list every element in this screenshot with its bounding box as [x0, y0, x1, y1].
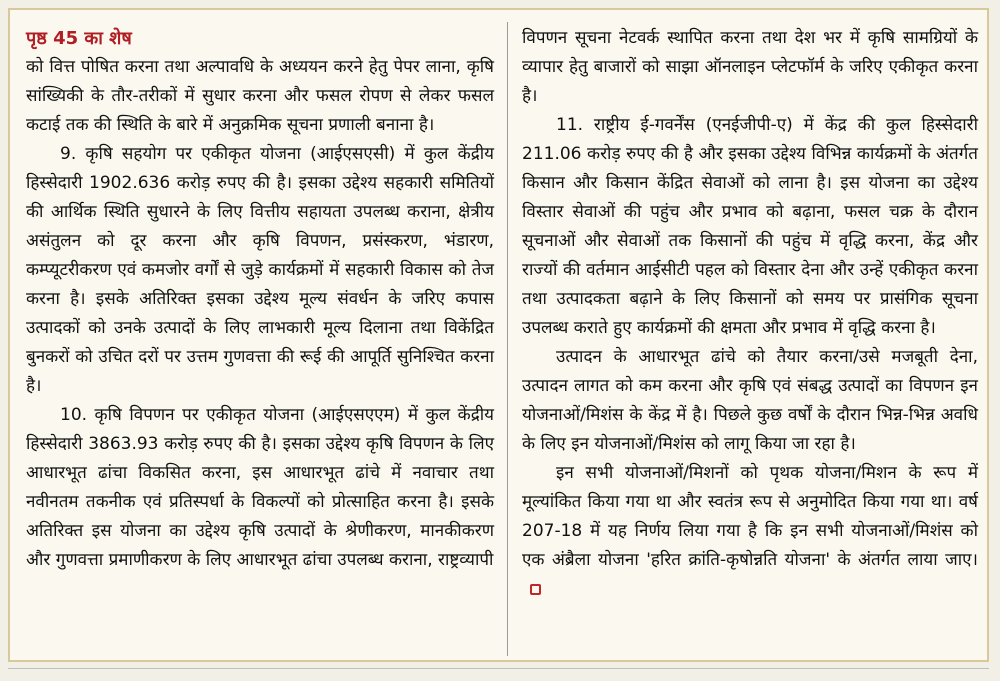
right-column [522, 24, 978, 604]
column-divider [507, 22, 508, 656]
article-box [8, 8, 989, 662]
paragraph-11-negp: 11. राष्ट्रीय ई-गवर्नेंस (एनईजीपी-ए) में केंद्र की कुल हिस्सेदारी 211.06 करोड़ रुपए की है और इसका उद्देश्य विभिन्न कार्यक्रमों के अंतर्गत किसान और किसान केंद्रित सेवाओं को लाना है। इस योजना का उद्देश्य विस्तार सेवाओं की पहुंच और प्रभाव को बढ़ाना, फसल चक्र के दौरान सूचनाओं और सेवाओं तक किसानों की पहुंच में वृद्धि करना, केंद्र और राज्यों की वर्तमान आईसीटी पहल को विस्तार देना और उन्हें एकीकृत करना तथा उत्पादकता बढ़ाने के लिए किसानों को समय पर प्रासंगिक सूचना उपलब्ध कराते हुए कार्यक्रमों की क्षमता और प्रभाव में वृद्धि करना है। [522, 115, 978, 338]
paragraph-continuation-right: विपणन सूचना नेटवर्क स्थापित करना तथा देश भर में कृषि सामग्रियों के व्यापार हेतु बाजारों को साझा ऑनलाइन प्लेटफॉर्म के जरिए एकीकृत करना है। [522, 28, 978, 106]
paragraph-umbrella-wrap [522, 459, 978, 604]
paragraph-production: उत्पादन के आधारभूत ढांचे को तैयार करना/उसे मजबूती देना, उत्पादन लागत को कम करना और कृषि एवं संबद्ध उत्पादों का विपणन इन योजनाओं/मिशंस के केंद्र में है। पिछले कुछ वर्षों के दौरान भिन्न-भिन्न अवधि के लिए इन योजनाओं/मिशंस को लागू किया जा रहा है। [522, 347, 978, 454]
continuation-heading: पृष्ठ 45 का शेष [26, 28, 132, 49]
bottom-rule [8, 668, 989, 669]
paragraph-10-isam: 10. कृषि विपणन पर एकीकृत योजना (आईएसएएम) में कुल केंद्रीय हिस्सेदारी 3863.93 करोड़ रुपए की है। इसका उद्देश्य कृषि विपणन के लिए आधारभूत ढांचा विकसित करना, इस आधारभूत ढांचे में नवाचार तथा नवीनतम तकनीक एवं प्रतिस्पर्धा के विकल्पों को प्रोत्साहित करना है। इसके अतिरिक्त इस योजना का उद्देश्य कृषि उत्पादों के श्रेणीकरण, मानकीकरण और गुणवत्ता प्रमाणीकरण के लिए आधारभूत ढांचा उपलब्ध कराना, राष्ट्रव्यापी [26, 405, 494, 570]
paragraph-continuation: को वित्त पोषित करना तथा अल्पावधि के अध्ययन करने हेतु पेपर लाना, कृषि सांख्यिकी के तौर-तरीकों में सुधार करना और फसल रोपण से लेकर फसल कटाई तक की स्थिति के बारे में अनुक्रमिक सूचना प्रणाली बनाना है। [26, 57, 494, 135]
end-square-icon [530, 584, 541, 595]
paragraph-umbrella: इन सभी योजनाओं/मिशनों को पृथक योजना/मिशन के रूप में मूल्यांकित किया गया था और स्वतंत्र रूप से अनुमोदित किया गया था। वर्ष 207-18 में यह निर्णय लिया गया है कि इन सभी योजनाओं/मिशंस को एक अंब्रैला योजना 'हरित क्रांति-कृषोन्नति योजना' के अंतर्गत लाया जाए। [522, 463, 978, 570]
left-column [26, 24, 494, 575]
paragraph-9-isac: 9. कृषि सहयोग पर एकीकृत योजना (आईएसएसी) में कुल केंद्रीय हिस्सेदारी 1902.636 करोड़ रुपए की है। इसका उद्देश्य सहकारी समितियों की आर्थिक स्थिति सुधारने के लिए वित्तीय सहायता उपलब्ध कराना, क्षेत्रीय असंतुलन को दूर करना और कृषि विपणन, प्रसंस्करण, भंडारण, कम्प्यूटरीकरण एवं कमजोर वर्गों से जुड़े कार्यक्रमों में सहकारी विकास को तेज करना है। इसके अतिरिक्त इसका उद्देश्य मूल्य संवर्धन के जरिए कपास उत्पादकों को उनके उत्पादों के लिए लाभकारी मूल्य दिलाना तथा विकेंद्रित बुनकरों को उचित दरों पर उत्तम गुणवत्ता की रूई की आपूर्ति सुनिश्चित करना है। [26, 144, 494, 396]
